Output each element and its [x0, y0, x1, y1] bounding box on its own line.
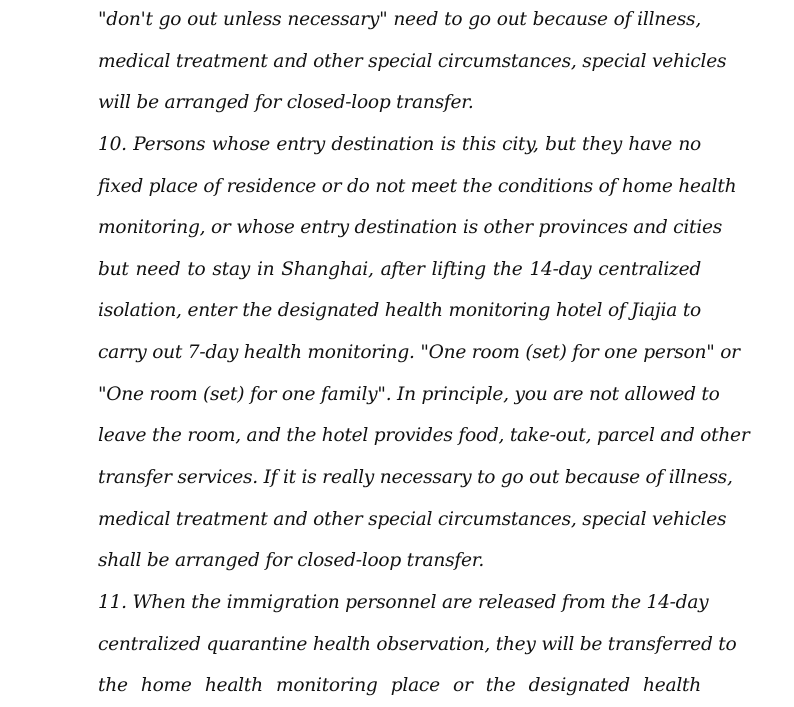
text-line: shall be arranged for closed-loop transfer.	[98, 550, 485, 571]
text-line: but need to stay in Shanghai, after lifting the 14-day centralized	[98, 259, 701, 280]
text-line: monitoring, or whose entry destination is other provinces and cities	[98, 217, 722, 238]
text-line: transfer services. If it is really necessary to go out because of illness,	[98, 467, 733, 488]
text-line: carry out 7-day health monitoring. "One room (set) for one person" or	[98, 342, 740, 363]
text-line: leave the room, and the hotel provides food, take-out, parcel and other	[98, 425, 750, 446]
text-line: medical treatment and other special circumstances, special vehicles	[98, 51, 727, 72]
text-line: "One room (set) for one family". In principle, you are not allowed to	[98, 384, 720, 405]
text-line: 10. Persons whose entry destination is this city, but they have no	[98, 134, 701, 155]
text-line: centralized quarantine health observation, they will be transferred to	[98, 634, 737, 655]
text-line: medical treatment and other special circumstances, special vehicles	[98, 509, 727, 530]
text-line: "don't go out unless necessary" need to go out because of illness,	[98, 9, 701, 30]
text-line: 11. When the immigration personnel are released from the 14-day	[98, 592, 709, 613]
text-line: isolation, enter the designated health monitoring hotel of Jiajia to	[98, 300, 701, 321]
text-line: fixed place of residence or do not meet the conditions of home health	[98, 176, 737, 197]
text-line: will be arranged for closed-loop transfer.	[98, 92, 474, 113]
text-line: the home health monitoring place or the designated health	[98, 675, 701, 696]
